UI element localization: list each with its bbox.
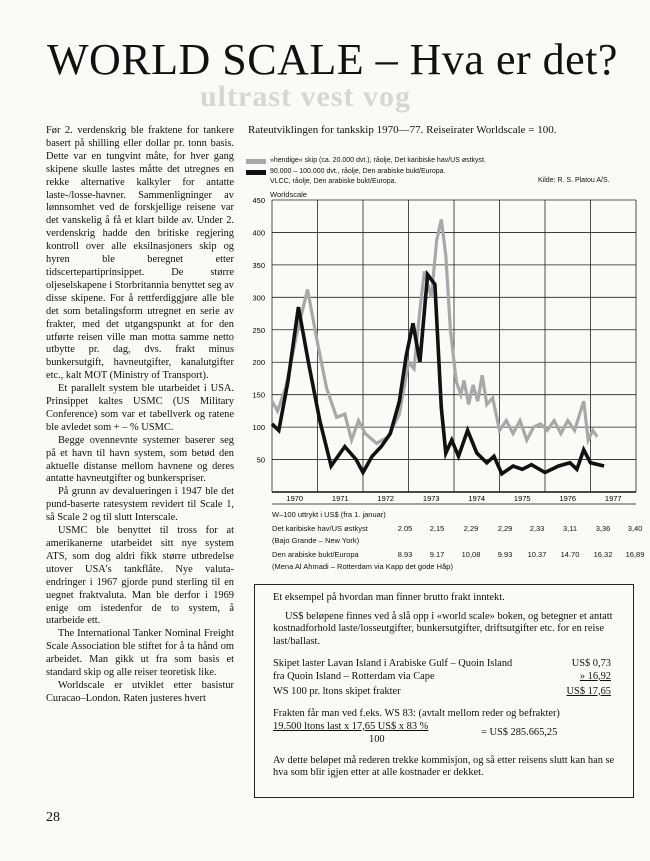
series-line-black [272, 275, 604, 474]
page-title: WORLD SCALE – Hva er det? [47, 35, 618, 84]
paragraph: Før 2. verdenskrig ble fraktene for tankere basert på shilling eller dollar pr. tonn basis. Dette var en tungvint måte, for hver gang skipene skulle lastes måtte det utregnes en rekke alternative kalkyler for antatte laste-/losse-havner. Sammenligninger av lønnsomhet ved de forskjellige reisene var det vanskelig å få et klart bilde av. Under 2. verdenskrig hadde den britiske regjering kontroll over alle eksilnasjoners skip og hyren ble beregnet etter tidscertepartiprinsippet. De større oljeselskapene i Storbritannia benyttet seg av disse skipene. For å rettferdiggjøre alle ble det som betalingsform utregnet en serie av frakter, med det utgangspunkt at for den utførte reisen ville man motta samme netto utbytte pr. dag, dvs. frakt minus bunkersutgift, havneutgifter, kanalutgifter etc., kalt MOT (Ministry of Transport). [46, 125, 234, 382]
page-number: 28 [46, 810, 60, 825]
table-cell: 16.32 [593, 550, 613, 559]
y-tick-label: 150 [252, 390, 265, 400]
freight-intro: Frakten får man ved f.eks. WS 83: (avtalt mellom reder og befrakter) [273, 708, 560, 720]
calc-label: Skipet laster Lavan Island i Arabiske Gulf – Quoin Island [273, 658, 513, 670]
y-tick-label: 450 [252, 196, 265, 205]
table-cell: 14.70 [560, 550, 580, 559]
x-tick-label: 1971 [331, 494, 349, 503]
x-tick-label: 1972 [377, 494, 395, 503]
box-closing: Av dette beløpet må rederen trekke kommisjon, og så etter reisens slutt kan han se hva som blir igjen etter at alle kostnader er dekket. [273, 754, 615, 779]
table-row-sublabel: (Mena Al Ahmadi – Rotterdam via Kapp det gode Håp) [272, 562, 453, 571]
x-tick-label: 1975 [513, 494, 531, 503]
y-tick-label: 300 [252, 293, 265, 303]
table-unit-label: W–100 uttrykt i US$ (fra 1. januar) [272, 510, 386, 519]
calc-row [273, 658, 623, 671]
table-row-label: Det karibiske hav/US østkyst [272, 524, 368, 533]
paragraph: På grunn av devalueringen i 1947 ble det pund-baserte ratesystem revidert til Scale 1, så Scale 2 og til slutt Interscale. [46, 486, 234, 524]
chart-source: Kilde: R. S. Platou A/S. [538, 177, 610, 184]
table-cell: 2,33 [529, 524, 545, 533]
box-paragraph: US$ beløpene finnes ved å slå opp i «world scale» boken, og betegner et antatt kostnadforhold laste/losseutgifter, bunkersutgifter, driftsutgifter etc. for en reise last/ballast. [273, 610, 613, 647]
x-tick-label: 1976 [559, 494, 577, 503]
table-cell: 3,36 [595, 524, 611, 533]
table-cell: 10,08 [461, 550, 481, 559]
chart-header: Rateutviklingen for tankskip 1970—77. Reiseirater Worldscale = 100. [248, 124, 557, 136]
y-tick-label: 400 [252, 228, 265, 238]
formula-result: = US$ 285.665,25 [481, 726, 558, 738]
y-tick-label: 50 [256, 455, 265, 465]
legend-item-grey: »hendige« skip (ca. 20.000 dvt.), råolje, Det karibiske hav/US østkyst. [270, 156, 486, 167]
table-cell: 2,29 [497, 524, 513, 533]
table-cell: 9.17 [429, 550, 445, 559]
calc-label: WS 100 pr. ltons skipet frakter [273, 685, 401, 697]
series-line-grey [272, 220, 597, 444]
table-cell: 10.37 [527, 550, 547, 559]
freight-formula [273, 721, 623, 751]
table-cell: 8.93 [397, 550, 413, 559]
x-tick-label: 1977 [604, 494, 622, 503]
calc-value: US$ 0,73 [571, 658, 611, 670]
table-row-sublabel: (Bajo Grande – New York) [272, 536, 360, 545]
legend-item-vlcc: VLCC, råolje, Den arabiske bukt/Europa. [270, 178, 397, 185]
x-tick-label: 1973 [422, 494, 440, 503]
calc-row [273, 686, 623, 699]
x-tick-label: 1974 [468, 494, 486, 503]
legend-item-black: 90.000 – 100.000 dvt., råolje, Den arabiske bukt/Europa. [270, 167, 486, 178]
example-box [254, 584, 634, 798]
calc-total: US$ 17,65 [566, 685, 611, 697]
y-axis-title: Worldscale [270, 190, 307, 199]
y-tick-label: 200 [252, 358, 265, 368]
paragraph: Et parallelt system ble utarbeidet i USA. Prinsippet kaltes USMC (US Military Conference) som var et tabellverk og ratene ble avledet som + – % USMC. [46, 383, 234, 433]
y-tick-label: 250 [252, 325, 265, 335]
paragraph: Begge ovennevnte systemer baserer seg på et havn til havn system, som betød den aktuelle distanse mellom havnene og deres antatte havneutgifter og bunkerspriser. [46, 434, 234, 485]
calc-row [273, 671, 623, 684]
box-intro: Et eksempel på hvordan man finner brutto frakt inntekt. [273, 592, 505, 603]
table-cell: 3,11 [562, 524, 578, 533]
paragraph: The International Tanker Nominal Freight Scale Association ble stiftet for å ta hånd om arbeidet. Man gikk ut fra som basis et standard skip og alle reiser teoretisk like. [46, 628, 234, 679]
table-cell: 2,15 [429, 524, 445, 533]
show-through-text: ultrast vest vog [200, 80, 411, 113]
calc-label: fra Quoin Island – Rotterdam via Cape [273, 670, 435, 682]
table-row-label: Den arabiske bukt/Europa [272, 550, 359, 559]
table-cell: 2,29 [463, 524, 479, 533]
table-cell: 9.93 [497, 550, 513, 559]
table-cell: 2.05 [397, 524, 413, 533]
formula-denominator: 100 [369, 733, 385, 745]
paragraph: Worldscale er utviklet etter basistur Curacao–London. Raten justeres hvert [46, 679, 234, 704]
table-cell: 16,89 [625, 550, 645, 559]
table-cell: 3,40 [627, 524, 643, 533]
y-tick-label: 100 [252, 423, 265, 433]
formula-numerator: 19.500 ltons last x 17,65 US$ x 83 % [273, 720, 429, 732]
paragraph: USMC ble benyttet til tross for at amerikanerne utarbeidet sitt nye system ATS, som dog aldri fikk større utbredelse utover USA's tankflåte. Nye valuta-endringer i 1967 gjorde pund sterling til en uegnet fraktvaluta. Man ble derfor i 1969 enige om istedenfor de to system, å utarbeide ett. [46, 525, 234, 627]
y-tick-label: 350 [252, 260, 265, 270]
calc-value: » 16,92 [579, 670, 611, 682]
x-tick-label: 1970 [286, 494, 304, 503]
